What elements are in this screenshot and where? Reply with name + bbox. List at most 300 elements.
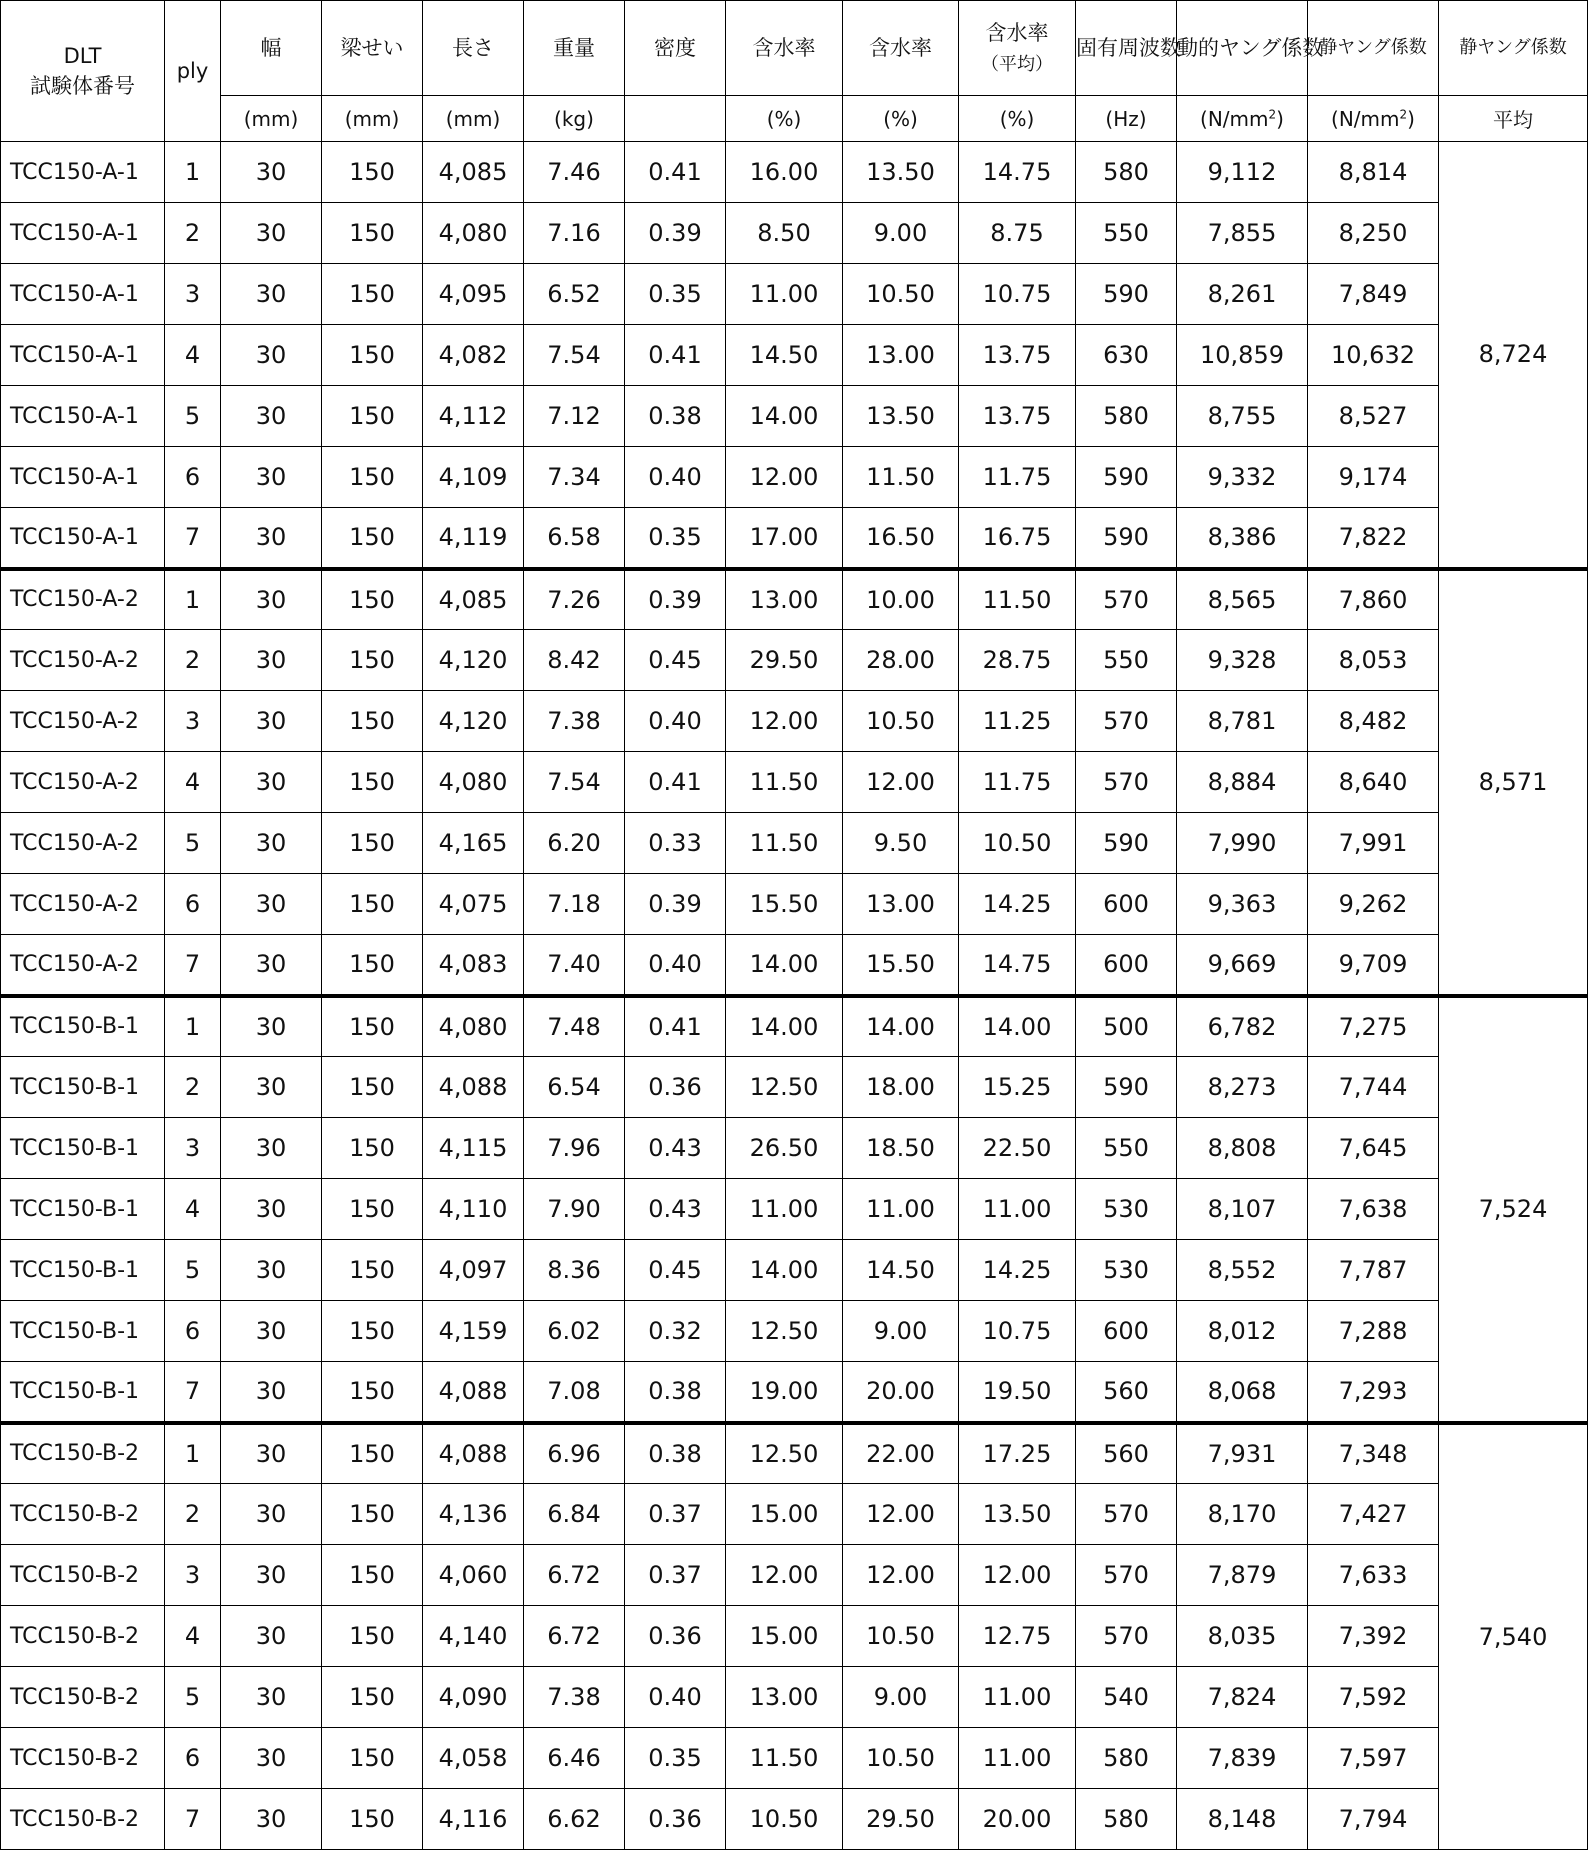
cell-depth: 150 — [322, 630, 423, 691]
cell-moisture-1: 17.00 — [726, 508, 843, 569]
table-row — [1, 1362, 1588, 1423]
cell-frequency: 570 — [1076, 1606, 1177, 1667]
cell-dynamic-young: 7,824 — [1177, 1667, 1308, 1728]
cell-density: 0.43 — [625, 1179, 726, 1240]
cell-weight: 6.62 — [524, 1789, 625, 1850]
cell-moisture-avg: 11.00 — [959, 1667, 1076, 1728]
col-header-specimen — [1, 1, 165, 142]
cell-moisture-2: 12.00 — [843, 752, 959, 813]
cell-density: 0.40 — [625, 691, 726, 752]
cell-moisture-1: 26.50 — [726, 1118, 843, 1179]
cell-depth: 150 — [322, 1362, 423, 1423]
cell-frequency: 590 — [1076, 508, 1177, 569]
cell-length: 4,116 — [423, 1789, 524, 1850]
cell-specimen-id: TCC150-B-1 — [1, 996, 165, 1057]
cell-ply: 7 — [165, 508, 221, 569]
cell-dynamic-young: 9,363 — [1177, 874, 1308, 935]
unit-weight: (kg) — [524, 96, 625, 142]
col-header-weight: 重量 — [524, 1, 625, 96]
cell-moisture-1: 10.50 — [726, 1789, 843, 1850]
cell-moisture-2: 29.50 — [843, 1789, 959, 1850]
col-header-ply: ply — [165, 1, 221, 142]
cell-dynamic-young: 8,012 — [1177, 1301, 1308, 1362]
cell-depth: 150 — [322, 325, 423, 386]
cell-density: 0.41 — [625, 996, 726, 1057]
cell-length: 4,112 — [423, 386, 524, 447]
cell-width: 30 — [221, 569, 322, 630]
cell-ply: 3 — [165, 1118, 221, 1179]
cell-static-young: 7,794 — [1308, 1789, 1439, 1850]
cell-static-young: 9,709 — [1308, 935, 1439, 996]
unit-dynamic-young-close: ) — [1276, 106, 1284, 131]
cell-weight: 6.20 — [524, 813, 625, 874]
unit-static-young-avg: 平均 — [1439, 96, 1588, 142]
cell-width: 30 — [221, 996, 322, 1057]
cell-ply: 3 — [165, 1545, 221, 1606]
cell-ply: 2 — [165, 203, 221, 264]
cell-static-young: 8,814 — [1308, 142, 1439, 203]
col-header-length: 長さ — [423, 1, 524, 96]
cell-width: 30 — [221, 1179, 322, 1240]
unit-width: (mm) — [221, 96, 322, 142]
cell-depth: 150 — [322, 813, 423, 874]
cell-moisture-avg: 14.25 — [959, 874, 1076, 935]
cell-length: 4,088 — [423, 1423, 524, 1484]
cell-ply: 1 — [165, 569, 221, 630]
col-header-width: 幅 — [221, 1, 322, 96]
cell-density: 0.38 — [625, 386, 726, 447]
cell-moisture-avg: 14.00 — [959, 996, 1076, 1057]
cell-dynamic-young: 8,386 — [1177, 508, 1308, 569]
cell-moisture-2: 28.00 — [843, 630, 959, 691]
cell-dynamic-young: 7,879 — [1177, 1545, 1308, 1606]
cell-static-young: 8,640 — [1308, 752, 1439, 813]
cell-depth: 150 — [322, 1789, 423, 1850]
cell-depth: 150 — [322, 691, 423, 752]
cell-static-young: 8,482 — [1308, 691, 1439, 752]
cell-frequency: 570 — [1076, 1484, 1177, 1545]
cell-weight: 8.36 — [524, 1240, 625, 1301]
cell-moisture-2: 15.50 — [843, 935, 959, 996]
cell-weight: 7.96 — [524, 1118, 625, 1179]
cell-specimen-id: TCC150-B-1 — [1, 1057, 165, 1118]
cell-weight: 6.02 — [524, 1301, 625, 1362]
cell-width: 30 — [221, 1423, 322, 1484]
table-row — [1, 1423, 1588, 1484]
cell-moisture-avg: 11.25 — [959, 691, 1076, 752]
cell-static-young: 10,632 — [1308, 325, 1439, 386]
cell-static-young: 7,633 — [1308, 1545, 1439, 1606]
cell-specimen-id: TCC150-B-2 — [1, 1789, 165, 1850]
cell-moisture-avg: 12.00 — [959, 1545, 1076, 1606]
cell-length: 4,060 — [423, 1545, 524, 1606]
cell-frequency: 580 — [1076, 142, 1177, 203]
cell-moisture-1: 19.00 — [726, 1362, 843, 1423]
cell-static-young: 7,860 — [1308, 569, 1439, 630]
cell-dynamic-young: 8,068 — [1177, 1362, 1308, 1423]
cell-static-young: 7,638 — [1308, 1179, 1439, 1240]
cell-ply: 2 — [165, 1057, 221, 1118]
cell-specimen-id: TCC150-A-2 — [1, 630, 165, 691]
cell-frequency: 550 — [1076, 630, 1177, 691]
col-header-specimen-line1: DLT — [63, 43, 102, 68]
unit-depth: (mm) — [322, 96, 423, 142]
cell-length: 4,080 — [423, 203, 524, 264]
table-row — [1, 325, 1588, 386]
cell-specimen-id: TCC150-A-1 — [1, 264, 165, 325]
cell-frequency: 560 — [1076, 1362, 1177, 1423]
header-row-units — [1, 96, 1588, 142]
cell-width: 30 — [221, 264, 322, 325]
cell-weight: 6.84 — [524, 1484, 625, 1545]
cell-ply: 2 — [165, 1484, 221, 1545]
cell-moisture-2: 9.00 — [843, 1301, 959, 1362]
cell-weight: 6.96 — [524, 1423, 625, 1484]
cell-moisture-1: 13.00 — [726, 1667, 843, 1728]
cell-moisture-1: 14.00 — [726, 1240, 843, 1301]
cell-length: 4,083 — [423, 935, 524, 996]
cell-dynamic-young: 7,990 — [1177, 813, 1308, 874]
cell-depth: 150 — [322, 1179, 423, 1240]
cell-moisture-avg: 10.50 — [959, 813, 1076, 874]
unit-moisture-1: (%) — [726, 96, 843, 142]
cell-weight: 6.72 — [524, 1606, 625, 1667]
cell-specimen-id: TCC150-B-2 — [1, 1728, 165, 1789]
cell-moisture-avg: 8.75 — [959, 203, 1076, 264]
cell-static-young: 7,293 — [1308, 1362, 1439, 1423]
cell-ply: 6 — [165, 1728, 221, 1789]
cell-density: 0.40 — [625, 1667, 726, 1728]
cell-width: 30 — [221, 1057, 322, 1118]
cell-static-young: 7,822 — [1308, 508, 1439, 569]
table-row — [1, 691, 1588, 752]
cell-specimen-id: TCC150-A-1 — [1, 386, 165, 447]
cell-specimen-id: TCC150-B-2 — [1, 1545, 165, 1606]
cell-density: 0.41 — [625, 752, 726, 813]
cell-width: 30 — [221, 874, 322, 935]
cell-density: 0.37 — [625, 1484, 726, 1545]
cell-width: 30 — [221, 1789, 322, 1850]
table-row — [1, 1728, 1588, 1789]
cell-density: 0.35 — [625, 508, 726, 569]
col-header-moisture-avg-line1: 含水率 — [985, 20, 1049, 45]
table-row — [1, 1301, 1588, 1362]
cell-weight: 6.46 — [524, 1728, 625, 1789]
cell-frequency: 630 — [1076, 325, 1177, 386]
cell-width: 30 — [221, 1606, 322, 1667]
cell-moisture-avg: 11.00 — [959, 1179, 1076, 1240]
cell-moisture-2: 12.00 — [843, 1484, 959, 1545]
cell-static-young: 8,053 — [1308, 630, 1439, 691]
cell-ply: 3 — [165, 264, 221, 325]
table-body — [1, 142, 1588, 1850]
cell-static-young-average: 8,724 — [1439, 142, 1588, 569]
cell-density: 0.40 — [625, 447, 726, 508]
cell-static-young-average: 8,571 — [1439, 569, 1588, 996]
cell-moisture-1: 14.00 — [726, 996, 843, 1057]
cell-specimen-id: TCC150-A-2 — [1, 752, 165, 813]
table-row — [1, 752, 1588, 813]
cell-moisture-1: 8.50 — [726, 203, 843, 264]
cell-moisture-1: 15.00 — [726, 1484, 843, 1545]
cell-specimen-id: TCC150-A-2 — [1, 691, 165, 752]
cell-width: 30 — [221, 1118, 322, 1179]
cell-length: 4,058 — [423, 1728, 524, 1789]
table-row — [1, 1789, 1588, 1850]
cell-frequency: 590 — [1076, 264, 1177, 325]
cell-moisture-1: 12.00 — [726, 447, 843, 508]
cell-depth: 150 — [322, 1118, 423, 1179]
cell-moisture-2: 11.00 — [843, 1179, 959, 1240]
cell-length: 4,080 — [423, 996, 524, 1057]
cell-width: 30 — [221, 1301, 322, 1362]
cell-weight: 7.38 — [524, 1667, 625, 1728]
cell-dynamic-young: 6,782 — [1177, 996, 1308, 1057]
cell-moisture-avg: 11.75 — [959, 752, 1076, 813]
cell-moisture-avg: 20.00 — [959, 1789, 1076, 1850]
cell-moisture-avg: 11.75 — [959, 447, 1076, 508]
cell-static-young: 7,348 — [1308, 1423, 1439, 1484]
cell-length: 4,115 — [423, 1118, 524, 1179]
cell-frequency: 580 — [1076, 1789, 1177, 1850]
cell-length: 4,075 — [423, 874, 524, 935]
cell-width: 30 — [221, 386, 322, 447]
cell-ply: 1 — [165, 142, 221, 203]
cell-moisture-2: 9.50 — [843, 813, 959, 874]
cell-weight: 7.90 — [524, 1179, 625, 1240]
cell-ply: 7 — [165, 1362, 221, 1423]
cell-specimen-id: TCC150-A-1 — [1, 142, 165, 203]
cell-ply: 3 — [165, 691, 221, 752]
cell-weight: 6.52 — [524, 264, 625, 325]
cell-length: 4,085 — [423, 142, 524, 203]
cell-depth: 150 — [322, 1484, 423, 1545]
cell-moisture-1: 14.50 — [726, 325, 843, 386]
cell-dynamic-young: 7,839 — [1177, 1728, 1308, 1789]
cell-dynamic-young: 8,170 — [1177, 1484, 1308, 1545]
cell-depth: 150 — [322, 1606, 423, 1667]
cell-width: 30 — [221, 203, 322, 264]
cell-moisture-1: 12.50 — [726, 1423, 843, 1484]
cell-depth: 150 — [322, 569, 423, 630]
cell-dynamic-young: 8,552 — [1177, 1240, 1308, 1301]
cell-static-young: 7,592 — [1308, 1667, 1439, 1728]
col-header-moisture-avg — [959, 1, 1076, 96]
table-row — [1, 1606, 1588, 1667]
cell-static-young-average: 7,540 — [1439, 1423, 1588, 1850]
cell-density: 0.37 — [625, 1545, 726, 1606]
cell-length: 4,088 — [423, 1057, 524, 1118]
cell-moisture-2: 13.50 — [843, 386, 959, 447]
cell-length: 4,090 — [423, 1667, 524, 1728]
cell-moisture-1: 11.50 — [726, 813, 843, 874]
cell-ply: 4 — [165, 325, 221, 386]
cell-moisture-2: 10.50 — [843, 1728, 959, 1789]
table-row — [1, 569, 1588, 630]
cell-specimen-id: TCC150-B-1 — [1, 1362, 165, 1423]
header-row-labels — [1, 1, 1588, 96]
cell-length: 4,095 — [423, 264, 524, 325]
cell-moisture-1: 14.00 — [726, 386, 843, 447]
cell-depth: 150 — [322, 203, 423, 264]
cell-moisture-2: 13.00 — [843, 874, 959, 935]
cell-length: 4,097 — [423, 1240, 524, 1301]
cell-dynamic-young: 8,148 — [1177, 1789, 1308, 1850]
cell-moisture-2: 18.00 — [843, 1057, 959, 1118]
cell-depth: 150 — [322, 386, 423, 447]
cell-depth: 150 — [322, 996, 423, 1057]
cell-depth: 150 — [322, 1240, 423, 1301]
cell-moisture-2: 22.00 — [843, 1423, 959, 1484]
table-row — [1, 935, 1588, 996]
col-header-specimen-line2: 試験体番号 — [30, 74, 135, 98]
cell-static-young: 9,262 — [1308, 874, 1439, 935]
cell-static-young: 7,991 — [1308, 813, 1439, 874]
cell-specimen-id: TCC150-A-1 — [1, 447, 165, 508]
cell-ply: 7 — [165, 1789, 221, 1850]
cell-dynamic-young: 8,565 — [1177, 569, 1308, 630]
col-header-static-young-avg: 静ヤング係数 — [1439, 1, 1588, 96]
cell-dynamic-young: 8,261 — [1177, 264, 1308, 325]
cell-dynamic-young: 8,781 — [1177, 691, 1308, 752]
cell-specimen-id: TCC150-B-2 — [1, 1484, 165, 1545]
cell-depth: 150 — [322, 1301, 423, 1362]
cell-moisture-2: 9.00 — [843, 203, 959, 264]
cell-moisture-1: 13.00 — [726, 569, 843, 630]
cell-density: 0.32 — [625, 1301, 726, 1362]
cell-moisture-2: 13.00 — [843, 325, 959, 386]
cell-static-young: 7,597 — [1308, 1728, 1439, 1789]
table-row — [1, 1240, 1588, 1301]
unit-density — [625, 96, 726, 142]
cell-dynamic-young: 8,884 — [1177, 752, 1308, 813]
unit-static-young — [1308, 96, 1439, 142]
col-header-moisture-2: 含水率 — [843, 1, 959, 96]
cell-width: 30 — [221, 325, 322, 386]
cell-moisture-2: 12.00 — [843, 1545, 959, 1606]
cell-specimen-id: TCC150-A-2 — [1, 569, 165, 630]
cell-weight: 7.54 — [524, 752, 625, 813]
cell-static-young: 7,288 — [1308, 1301, 1439, 1362]
cell-weight: 7.54 — [524, 325, 625, 386]
cell-dynamic-young: 9,332 — [1177, 447, 1308, 508]
cell-dynamic-young: 7,855 — [1177, 203, 1308, 264]
cell-ply: 5 — [165, 1240, 221, 1301]
cell-frequency: 560 — [1076, 1423, 1177, 1484]
cell-density: 0.45 — [625, 1240, 726, 1301]
cell-weight: 7.18 — [524, 874, 625, 935]
cell-specimen-id: TCC150-A-2 — [1, 935, 165, 996]
table-row — [1, 874, 1588, 935]
cell-moisture-avg: 28.75 — [959, 630, 1076, 691]
table-row — [1, 1484, 1588, 1545]
cell-static-young: 7,645 — [1308, 1118, 1439, 1179]
cell-ply: 6 — [165, 1301, 221, 1362]
cell-density: 0.35 — [625, 1728, 726, 1789]
cell-length: 4,159 — [423, 1301, 524, 1362]
cell-ply: 4 — [165, 1179, 221, 1240]
cell-weight: 7.40 — [524, 935, 625, 996]
cell-density: 0.36 — [625, 1606, 726, 1667]
cell-ply: 5 — [165, 386, 221, 447]
cell-ply: 6 — [165, 447, 221, 508]
unit-moisture-2: (%) — [843, 96, 959, 142]
cell-depth: 150 — [322, 1423, 423, 1484]
cell-dynamic-young: 10,859 — [1177, 325, 1308, 386]
cell-width: 30 — [221, 935, 322, 996]
cell-weight: 7.48 — [524, 996, 625, 1057]
cell-dynamic-young: 7,931 — [1177, 1423, 1308, 1484]
cell-moisture-1: 12.00 — [726, 691, 843, 752]
cell-static-young: 7,275 — [1308, 996, 1439, 1057]
cell-density: 0.39 — [625, 203, 726, 264]
cell-frequency: 530 — [1076, 1179, 1177, 1240]
cell-length: 4,165 — [423, 813, 524, 874]
table-row — [1, 996, 1588, 1057]
cell-moisture-avg: 11.00 — [959, 1728, 1076, 1789]
cell-dynamic-young: 8,273 — [1177, 1057, 1308, 1118]
cell-ply: 1 — [165, 1423, 221, 1484]
cell-moisture-1: 15.50 — [726, 874, 843, 935]
cell-specimen-id: TCC150-B-1 — [1, 1240, 165, 1301]
cell-moisture-avg: 13.50 — [959, 1484, 1076, 1545]
cell-specimen-id: TCC150-B-1 — [1, 1179, 165, 1240]
cell-moisture-avg: 14.75 — [959, 142, 1076, 203]
cell-moisture-avg: 19.50 — [959, 1362, 1076, 1423]
cell-moisture-1: 16.00 — [726, 142, 843, 203]
cell-moisture-avg: 22.50 — [959, 1118, 1076, 1179]
cell-weight: 7.08 — [524, 1362, 625, 1423]
table-row — [1, 1179, 1588, 1240]
cell-moisture-2: 9.00 — [843, 1667, 959, 1728]
cell-moisture-1: 15.00 — [726, 1606, 843, 1667]
cell-moisture-2: 10.50 — [843, 691, 959, 752]
table-row — [1, 264, 1588, 325]
cell-frequency: 600 — [1076, 1301, 1177, 1362]
cell-width: 30 — [221, 447, 322, 508]
cell-frequency: 570 — [1076, 752, 1177, 813]
cell-weight: 7.34 — [524, 447, 625, 508]
cell-weight: 7.38 — [524, 691, 625, 752]
unit-dynamic-young-base: (N/mm — [1200, 106, 1269, 131]
table-row — [1, 1057, 1588, 1118]
table-row — [1, 813, 1588, 874]
cell-density: 0.36 — [625, 1789, 726, 1850]
cell-depth: 150 — [322, 264, 423, 325]
cell-moisture-avg: 14.25 — [959, 1240, 1076, 1301]
cell-moisture-2: 20.00 — [843, 1362, 959, 1423]
cell-frequency: 590 — [1076, 813, 1177, 874]
cell-density: 0.39 — [625, 569, 726, 630]
cell-dynamic-young: 8,107 — [1177, 1179, 1308, 1240]
col-header-dynamic-young: 動的ヤング係数 — [1177, 1, 1308, 96]
cell-density: 0.36 — [625, 1057, 726, 1118]
cell-static-young: 7,787 — [1308, 1240, 1439, 1301]
cell-weight: 8.42 — [524, 630, 625, 691]
cell-moisture-avg: 11.50 — [959, 569, 1076, 630]
unit-frequency: (Hz) — [1076, 96, 1177, 142]
cell-frequency: 580 — [1076, 1728, 1177, 1789]
cell-frequency: 570 — [1076, 569, 1177, 630]
cell-length: 4,109 — [423, 447, 524, 508]
cell-width: 30 — [221, 752, 322, 813]
col-header-moisture-avg-line2: （平均） — [981, 54, 1053, 75]
cell-depth: 150 — [322, 1545, 423, 1606]
cell-dynamic-young: 9,328 — [1177, 630, 1308, 691]
cell-moisture-2: 14.00 — [843, 996, 959, 1057]
unit-length: (mm) — [423, 96, 524, 142]
cell-moisture-2: 11.50 — [843, 447, 959, 508]
